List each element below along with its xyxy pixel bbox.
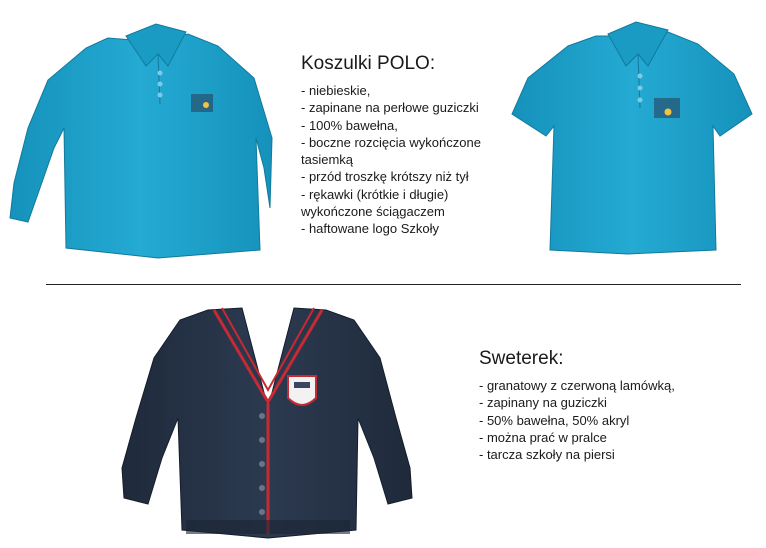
section-divider [46,284,741,285]
short-sleeve-polo-image [508,18,753,258]
polo-feature: wykończone ściągaczem [301,204,445,220]
polo-feature: - niebieskie, [301,83,371,98]
polo-feature-list [301,82,531,238]
sweater-title: Sweterek: [479,348,564,369]
polo-feature: - rękawki (krótkie i długie) [301,186,449,202]
long-sleeve-polo-image [8,18,273,263]
polo-title: Koszulki POLO: [301,53,436,74]
sweater-feature: - granatowy z czerwoną lamówką, [479,378,675,393]
polo-feature: - haftowane logo Szkoły [301,221,440,237]
polo-feature: tasiemką [301,152,354,168]
sweater-feature: - tarcza szkoły na piersi [479,447,615,463]
sweater-feature: - można prać w pralce [479,429,607,445]
polo-feature: - 100% bawełna, [301,117,398,133]
sweater-feature: - zapinany na guziczki [479,395,607,411]
polo-description [301,52,531,238]
sweater-description [479,347,729,463]
polo-feature: - przód troszkę krótszy niż tył [301,169,469,185]
sweater-feature: - 50% bawełna, 50% akryl [479,412,630,428]
cardigan-sweater-image [118,298,418,543]
polo-feature: - zapinane na perłowe guziczki [301,100,479,116]
sweater-feature-list [479,377,729,463]
polo-feature: - boczne rozcięcia wykończone [301,134,481,150]
